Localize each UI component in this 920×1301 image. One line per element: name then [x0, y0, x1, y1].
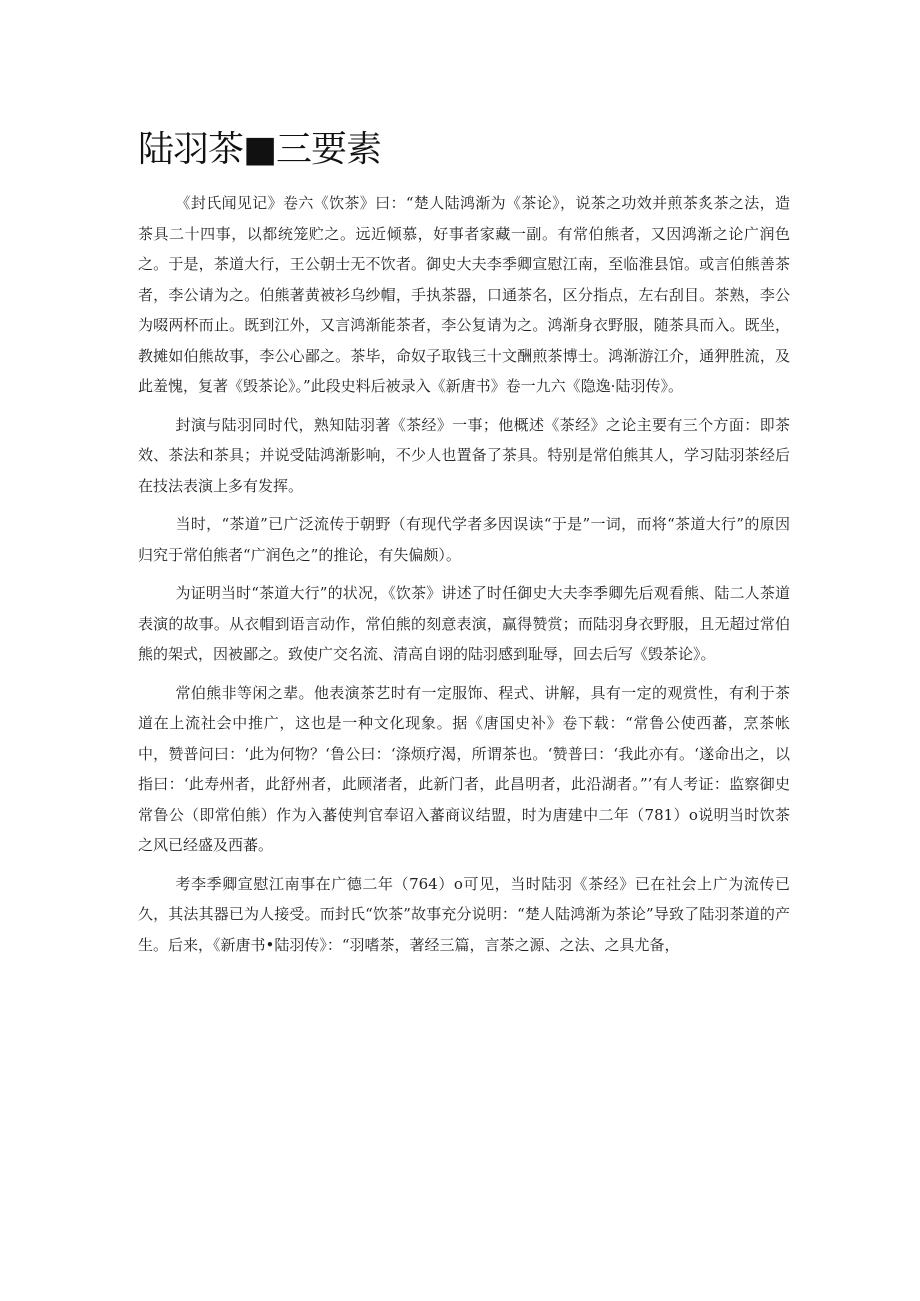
paragraph-4: 为证明当时“茶道大行”的状况，《饮茶》讲述了时任御史大夫李季卿先后观看熊、陆二人茶道表演的故事。从衣帽到语言动作，常伯熊的刻意表演，赢得赞赏；而陆羽身衣野服，且无超过常伯熊的架式，因被鄙之。致使广交名流、清高自诩的陆羽感到耻辱，回去后写《毁茶论》。 [138, 584, 790, 663]
document-title: 陆羽茶■三要素 [138, 129, 382, 170]
paragraph-1: 《封氏闻见记》卷六《饮茶》曰：“楚人陆鸿渐为《茶论》，说茶之功效并煎茶炙茶之法，造茶具二十四事，以都统笼贮之。远近倾慕，好事者家藏一副。有常伯熊者，又因鸿渐之论广润色之。于是，茶道大行，王公朝士无不饮者。御史大夫李季卿宣慰江南，至临淮县馆。或言伯熊善茶者，李公请为之。伯熊著黄被衫乌纱帽，手执茶器，口通茶名，区分指点，左右刮目。茶熟，李公为啜两杯而止。既到江外，又言鸿渐能茶者，李公复请为之。鸿渐身衣野服，随茶具而入。既坐，教摊如伯熊故事，李公心鄙之。茶毕，命奴子取钱三十文酬煎茶博士。鸿渐游江介，通狎胜流，及此羞愧，复著《毁茶论》。”此段史料后被录入《新唐书》卷一九六《隐逸·陆羽传》。 [138, 194, 790, 395]
paragraph-6: 考李季卿宣慰江南事在广德二年（764）o可见，当时陆羽《茶经》已在社会上广为流传已久，其法其器已为人接受。而封氏“饮茶”故事充分说明：“楚人陆鸿渐为茶论”导致了陆羽茶道的产生。后来，《新唐书•陆羽传》：“羽嗜茶，著经三篇，言茶之源、之法、之具尤备， [138, 874, 790, 954]
paragraph-5: 常伯熊非等闲之辈。他表演茶艺时有一定服饰、程式、讲解，具有一定的观赏性，有利于茶道在上流社会中推广，这也是一种文化现象。据《唐国史补》卷下载：“常鲁公使西蕃，烹茶帐中，赞普问曰：‘此为何物？‘鲁公曰：‘涤烦疗渴，所谓茶也。‘赞普曰：‘我此亦有。‘遂命出之，以指曰：‘此寿州者，此舒州者，此顾渚者，此新门者，此昌明者，此沿湖者。”’有人考证：监察御史常鲁公（即常伯熊）作为入蕃使判官奉诏入蕃商议结盟，时为唐建中二年（781）o说明当时饮茶之风已经盛及西蕃。 [138, 683, 790, 854]
paragraph-2: 封演与陆羽同时代，熟知陆羽著《茶经》一事；他概述《茶经》之论主要有三个方面：即茶效、茶法和茶具；并说受陆鸿渐影响，不少人也置备了茶具。特别是常伯熊其人，学习陆羽茶经后在技法表演上多有发挥。 [138, 415, 790, 495]
document-body [138, 188, 790, 968]
paragraph-3: 当时，“茶道”已广泛流传于朝野（有现代学者多因误读“于是”一词，而将“茶道大行”的原因归究于常伯熊者“广润色之”的推论，有失偏颇）。 [138, 515, 790, 564]
